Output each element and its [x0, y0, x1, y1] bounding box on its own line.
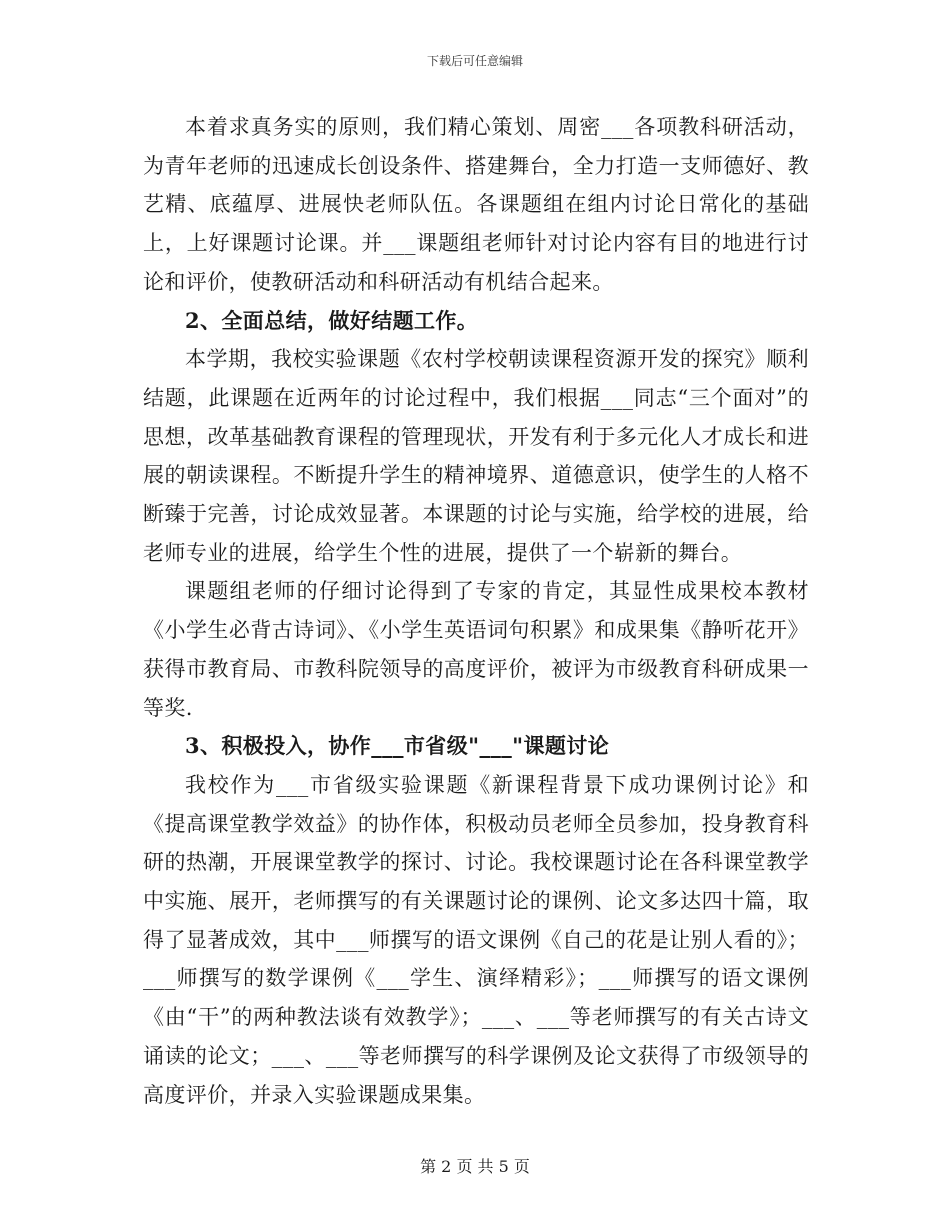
paragraph-collaboration: 我校作为___市省级实验课题《新课程背景下成功课例讨论》和《提高课堂教学效益》的协作体，积极动员老师全员参加，投身教育科研的热潮，开展课堂教学的探讨、讨论。我校课题讨论在各科课堂教学中实施、展开，老师撰写的有关课题讨论的课例、论文多达四十篇，取得了显著成效，其中___师撰写的语文课例《自己的花是让别人看的》；___师撰写的数学课例《___学生、演绎精彩》；___师撰写的语文课例《由“干”的两种教法谈有效教学》；___、___等老师撰写的有关古诗文诵读的论文；___、___等老师撰写的科学课例及论文获得了市级领导的高度评价，并录入实验课题成果集。: [143, 772, 809, 1107]
paragraph-achievements: 课题组老师的仔细讨论得到了专家的肯定，其显性成果校本教材《小学生必背古诗词》、《小学生英语词句积累》和成果集《静听花开》获得市教育局、市教科院领导的高度评价，被评为市级教育科研成果一等奖.: [143, 579, 809, 720]
document-body: [143, 108, 809, 1114]
paragraph-research-activities: 本着求真务实的原则，我们精心策划、周密___各项教科研活动，为青年老师的迅速成长创设条件、搭建舞台，全力打造一支师德好、教艺精、底蕴厚、进展快老师队伍。各课题组在组内讨论日常化的基础上，上好课题讨论课。并___课题组老师针对讨论内容有目的地进行讨论和评价，使教研活动和科研活动有机结合起来。: [143, 115, 809, 294]
paragraph-project-conclusion: 本学期，我校实验课题《农村学校朝读课程资源开发的探究》顺利结题，此课题在近两年的讨论过程中，我们根据___同志“三个面对”的思想，改革基础教育课程的管理现状，开发有利于多元化人才成长和进展的朝读课程。不断提升学生的精神境界、道德意识，使学生的人格不断臻于完善，讨论成效显著。本课题的讨论与实施，给学校的进展，给老师专业的进展，给学生个性的进展，提供了一个崭新的舞台。: [143, 347, 809, 565]
section-heading-3: 3、积极投入，协作___市省级"___"课题讨论: [185, 733, 610, 759]
page-number: 第 2 页 共 5 页: [420, 1157, 530, 1176]
page-header-note: 下载后可任意编辑: [426, 54, 523, 68]
section-heading-2: 2、全面总结，做好结题工作。: [185, 307, 479, 333]
